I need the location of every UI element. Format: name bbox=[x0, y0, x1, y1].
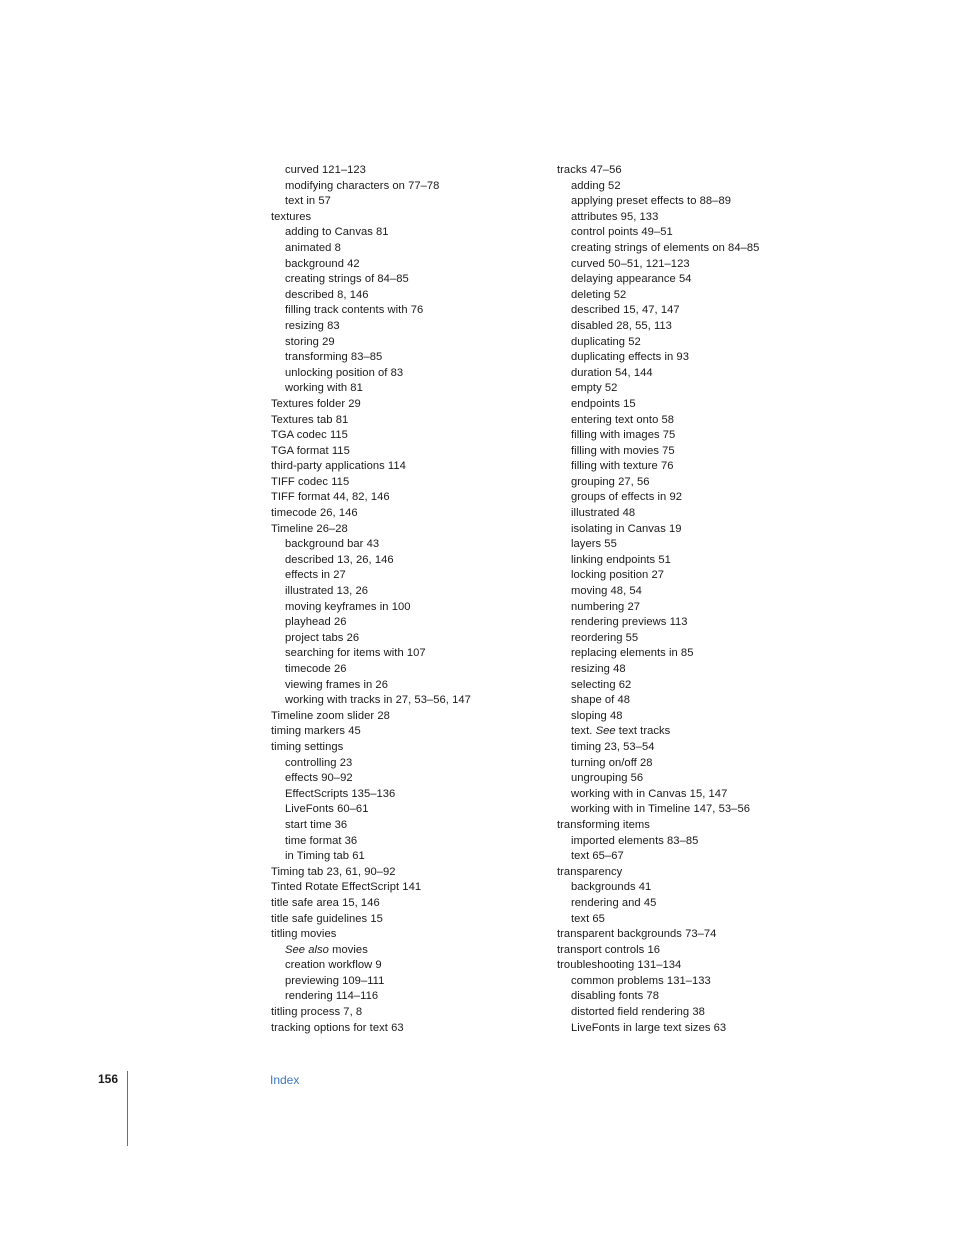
index-entry bbox=[271, 506, 541, 522]
index-entry bbox=[271, 413, 541, 429]
index-subentry bbox=[557, 225, 827, 241]
index-subentry bbox=[557, 490, 827, 506]
index-entry-text: curved 121–123 bbox=[285, 164, 366, 176]
index-entry-text: turning on/off 28 bbox=[571, 756, 653, 769]
index-entry-text: background bar 43 bbox=[285, 538, 380, 551]
index-entry-text: selecting 62 bbox=[571, 678, 632, 691]
index-subentry bbox=[557, 646, 827, 662]
index-subentry bbox=[271, 974, 541, 990]
index-entry-text: duration 54, 144 bbox=[571, 366, 653, 379]
index-entry-text: rendering 114–116 bbox=[285, 990, 379, 1003]
index-entry-text: titling process 7, 8 bbox=[271, 1006, 363, 1019]
index-entry-text: tracks 47–56 bbox=[557, 164, 622, 176]
index-entry-text: grouping 27, 56 bbox=[571, 475, 650, 488]
index-entry bbox=[557, 943, 827, 959]
index-entry bbox=[271, 1021, 541, 1037]
index-subentry bbox=[271, 834, 541, 850]
index-entry-text: curved 50–51, 121–123 bbox=[571, 257, 690, 270]
index-entry-text: text 65 bbox=[571, 912, 605, 925]
index-entry-text: groups of effects in 92 bbox=[571, 491, 683, 504]
index-entry bbox=[271, 459, 541, 475]
index-subentry bbox=[271, 958, 541, 974]
index-entry-text: working with in Timeline 147, 53–56 bbox=[571, 803, 750, 816]
index-subentry bbox=[557, 756, 827, 772]
index-subentry bbox=[557, 475, 827, 491]
footer-divider bbox=[127, 1071, 128, 1146]
index-subentry bbox=[557, 459, 827, 475]
index-subentry bbox=[557, 413, 827, 429]
index-subentry bbox=[557, 631, 827, 647]
index-entry-text: illustrated 13, 26 bbox=[285, 585, 368, 598]
index-subentry bbox=[271, 646, 541, 662]
index-subentry bbox=[557, 662, 827, 678]
index-subentry bbox=[271, 989, 541, 1005]
index-entry-text: empty 52 bbox=[571, 382, 618, 395]
index-entry-text: time format 36 bbox=[285, 834, 358, 847]
index-subentry bbox=[557, 288, 827, 304]
index-column-right bbox=[557, 163, 827, 1036]
index-subentry bbox=[557, 1021, 827, 1037]
index-entry-text: imported elements 83–85 bbox=[571, 834, 699, 847]
index-subentry bbox=[557, 1005, 827, 1021]
index-entry-text: entering text onto 58 bbox=[571, 413, 675, 426]
footer-section-label: Index bbox=[270, 1073, 300, 1087]
index-subentry bbox=[271, 288, 541, 304]
index-entry-text: filling with movies 75 bbox=[571, 444, 675, 457]
index-subentry bbox=[271, 225, 541, 241]
index-entry-text: resizing 83 bbox=[285, 319, 340, 332]
index-entry-text: isolating in Canvas 19 bbox=[571, 522, 682, 535]
index-entry-text: project tabs 26 bbox=[285, 631, 360, 644]
index-subentry bbox=[557, 724, 827, 740]
index-subentry bbox=[557, 241, 827, 257]
index-subentry bbox=[271, 787, 541, 803]
index-subentry bbox=[271, 179, 541, 195]
index-entry-text: described 13, 26, 146 bbox=[285, 553, 394, 566]
index-entry-text: creating strings of elements on 84–85 bbox=[571, 241, 760, 254]
index-entry-text: troubleshooting 131–134 bbox=[557, 959, 682, 972]
index-entry bbox=[271, 912, 541, 928]
index-entry-text: title safe guidelines 15 bbox=[271, 912, 383, 925]
index-entry-text: LiveFonts in large text sizes 63 bbox=[571, 1021, 727, 1034]
index-entry-text: TGA codec 115 bbox=[271, 429, 348, 442]
index-subentry bbox=[271, 678, 541, 694]
index-entry-text: described 15, 47, 147 bbox=[571, 304, 680, 317]
index-entry bbox=[557, 818, 827, 834]
index-entry-text: control points 49–51 bbox=[571, 226, 673, 239]
index-entry bbox=[271, 740, 541, 756]
index-entry bbox=[271, 880, 541, 896]
index-subentry bbox=[557, 568, 827, 584]
index-subentry bbox=[557, 179, 827, 195]
index-entry-text: working with 81 bbox=[285, 382, 363, 395]
index-subentry bbox=[557, 537, 827, 553]
index-entry-text: Tinted Rotate EffectScript 141 bbox=[271, 881, 422, 894]
index-entry-text: effects 90–92 bbox=[285, 772, 353, 785]
index-entry-text: duplicating 52 bbox=[571, 335, 641, 348]
index-entry bbox=[271, 709, 541, 725]
index-entry-text: TGA format 115 bbox=[271, 444, 350, 457]
index-entry-text: layers 55 bbox=[571, 538, 617, 551]
index-entry-text: third-party applications 114 bbox=[271, 460, 406, 473]
index-subentry bbox=[271, 584, 541, 600]
index-entry-text: sloping 48 bbox=[571, 709, 623, 722]
index-entry-text: working with in Canvas 15, 147 bbox=[571, 787, 728, 800]
index-entry-text: background 42 bbox=[285, 257, 360, 270]
index-subentry bbox=[557, 303, 827, 319]
index-entry-text: animated 8 bbox=[285, 241, 341, 254]
index-entry-text: Textures folder 29 bbox=[271, 397, 361, 410]
index-cross-reference: See also bbox=[285, 943, 329, 956]
index-entry-text: linking endpoints 51 bbox=[571, 553, 671, 566]
index-subentry bbox=[271, 335, 541, 351]
index-entry-text: TIFF codec 115 bbox=[271, 475, 350, 488]
index-subentry bbox=[557, 771, 827, 787]
index-subentry bbox=[557, 678, 827, 694]
index-entry bbox=[557, 958, 827, 974]
index-entry bbox=[271, 1005, 541, 1021]
index-subentry bbox=[557, 787, 827, 803]
index-entry-text: textures bbox=[271, 210, 312, 223]
index-entry bbox=[271, 444, 541, 460]
index-entry-text: start time 36 bbox=[285, 818, 348, 831]
index-subentry bbox=[271, 849, 541, 865]
index-entry-text: in Timing tab 61 bbox=[285, 850, 365, 863]
index-entry-text: adding to Canvas 81 bbox=[285, 226, 389, 239]
index-subentry bbox=[557, 272, 827, 288]
index-subentry bbox=[557, 584, 827, 600]
index-entry-text: tracking options for text 63 bbox=[271, 1021, 404, 1034]
index-entry-text: endpoints 15 bbox=[571, 397, 636, 410]
index-subentry bbox=[557, 350, 827, 366]
index-entry-text: filling with texture 76 bbox=[571, 460, 674, 473]
index-subentry bbox=[271, 350, 541, 366]
index-entry bbox=[271, 397, 541, 413]
index-subentry bbox=[557, 335, 827, 351]
index-subentry bbox=[271, 771, 541, 787]
index-entry-text: common problems 131–133 bbox=[571, 974, 711, 987]
index-entry-text: movies bbox=[328, 943, 368, 956]
index-entry-text: moving keyframes in 100 bbox=[285, 600, 411, 613]
index-subentry bbox=[557, 553, 827, 569]
index-entry-text: transparency bbox=[557, 865, 623, 878]
index-entry-text: transforming 83–85 bbox=[285, 351, 383, 364]
index-subentry bbox=[557, 974, 827, 990]
index-subentry bbox=[557, 381, 827, 397]
index-column-left bbox=[271, 163, 541, 1036]
index-subentry bbox=[271, 943, 541, 959]
index-entry bbox=[557, 865, 827, 881]
index-entry-text: searching for items with 107 bbox=[285, 647, 426, 660]
index-entry-text: controlling 23 bbox=[285, 756, 353, 769]
index-entry-text: duplicating effects in 93 bbox=[571, 351, 689, 364]
index-entry-text: ungrouping 56 bbox=[571, 772, 644, 785]
index-entry-text: resizing 48 bbox=[571, 663, 626, 675]
index-subentry bbox=[557, 896, 827, 912]
page-number: 156 bbox=[98, 1072, 119, 1086]
index-subentry bbox=[557, 194, 827, 210]
index-subentry bbox=[557, 740, 827, 756]
index-entry-prefix: text. bbox=[571, 725, 596, 738]
index-subentry bbox=[557, 802, 827, 818]
index-entry-text: disabled 28, 55, 113 bbox=[571, 319, 672, 332]
index-entry-text: timecode 26, 146 bbox=[271, 507, 358, 520]
index-subentry bbox=[557, 709, 827, 725]
index-entry-text: deleting 52 bbox=[571, 288, 627, 301]
index-entry-text: timing settings bbox=[271, 740, 344, 753]
index-subentry bbox=[557, 428, 827, 444]
index-entry-text: Timeline 26–28 bbox=[271, 522, 348, 535]
index-subentry bbox=[557, 506, 827, 522]
index-entry-text: rendering and 45 bbox=[571, 896, 657, 909]
index-subentry bbox=[271, 693, 541, 709]
index-subentry bbox=[271, 272, 541, 288]
index-entry-text: creation workflow 9 bbox=[285, 959, 382, 972]
index-subentry bbox=[271, 553, 541, 569]
index-entry bbox=[271, 490, 541, 506]
index-subentry bbox=[271, 600, 541, 616]
index-subentry bbox=[271, 568, 541, 584]
index-subentry bbox=[271, 381, 541, 397]
index-entry-text: creating strings of 84–85 bbox=[285, 273, 409, 286]
index-entry-text: numbering 27 bbox=[571, 600, 641, 613]
index-entry-text: distorted field rendering 38 bbox=[571, 1006, 705, 1019]
index-entry bbox=[271, 522, 541, 538]
index-subentry bbox=[271, 537, 541, 553]
index-subentry bbox=[557, 693, 827, 709]
index-subentry bbox=[271, 662, 541, 678]
index-entry-text: TIFF format 44, 82, 146 bbox=[271, 491, 390, 504]
index-entry-text: disabling fonts 78 bbox=[571, 990, 659, 1003]
index-entry-text: rendering previews 113 bbox=[571, 616, 688, 629]
index-entry-text: storing 29 bbox=[285, 335, 335, 348]
index-entry-text: title safe area 15, 146 bbox=[271, 896, 380, 909]
index-subentry bbox=[271, 257, 541, 273]
index-entry-text: backgrounds 41 bbox=[571, 881, 652, 894]
index-entry-text: previewing 109–111 bbox=[285, 974, 385, 987]
index-entry-text: reordering 55 bbox=[571, 631, 639, 644]
index-entry-text: delaying appearance 54 bbox=[571, 273, 692, 286]
index-entry-text: timing 23, 53–54 bbox=[571, 740, 655, 753]
index-entry-text: Textures tab 81 bbox=[271, 413, 349, 426]
index-subentry bbox=[557, 834, 827, 850]
index-subentry bbox=[557, 444, 827, 460]
index-subentry bbox=[557, 522, 827, 538]
index-entry-text: filling with images 75 bbox=[571, 429, 676, 442]
index-subentry bbox=[271, 802, 541, 818]
index-cross-reference: See bbox=[595, 725, 616, 738]
index-subentry bbox=[557, 210, 827, 226]
index-entry-text: modifying characters on 77–78 bbox=[285, 179, 440, 192]
index-entry-text: EffectScripts 135–136 bbox=[285, 787, 396, 800]
index-entry-text: playhead 26 bbox=[285, 616, 347, 629]
index-subentry bbox=[271, 756, 541, 772]
index-entry-text: text 65–67 bbox=[571, 850, 624, 863]
index-entry bbox=[271, 724, 541, 740]
index-subentry bbox=[557, 366, 827, 382]
index-entry bbox=[271, 927, 541, 943]
index-entry-text: Timeline zoom slider 28 bbox=[271, 709, 390, 722]
index-entry-text: replacing elements in 85 bbox=[571, 647, 694, 660]
index-entry-text: Timing tab 23, 61, 90–92 bbox=[271, 865, 396, 878]
index-subentry bbox=[271, 303, 541, 319]
index-subentry bbox=[271, 194, 541, 210]
index-entry-text: transparent backgrounds 73–74 bbox=[557, 928, 717, 941]
index-subentry bbox=[271, 631, 541, 647]
index-entry bbox=[271, 475, 541, 491]
index-entry-text: transforming items bbox=[557, 818, 650, 831]
index-subentry bbox=[557, 397, 827, 413]
index-entry-text: filling track contents with 76 bbox=[285, 304, 424, 317]
index-subentry bbox=[271, 366, 541, 382]
index-entry bbox=[271, 896, 541, 912]
index-entry-text: text tracks bbox=[615, 725, 671, 738]
index-entry-text: viewing frames in 26 bbox=[285, 678, 388, 691]
index-entry-text: titling movies bbox=[271, 928, 337, 941]
index-entry-text: attributes 95, 133 bbox=[571, 210, 659, 223]
index-subentry bbox=[557, 912, 827, 928]
index-entry bbox=[271, 428, 541, 444]
index-entry-text: transport controls 16 bbox=[557, 943, 661, 956]
index-entry-text: illustrated 48 bbox=[571, 507, 636, 520]
index-entry bbox=[557, 163, 827, 179]
index-subentry bbox=[557, 600, 827, 616]
index-entry-text: shape of 48 bbox=[571, 694, 631, 707]
index-entry bbox=[271, 210, 541, 226]
index-entry-text: LiveFonts 60–61 bbox=[285, 803, 369, 816]
index-subentry bbox=[557, 880, 827, 896]
index-entry-text: locking position 27 bbox=[571, 569, 664, 582]
index-entry-text: working with tracks in 27, 53–56, 147 bbox=[285, 694, 471, 707]
index-subentry bbox=[557, 989, 827, 1005]
index-subentry bbox=[271, 163, 541, 179]
index-entry-text: text in 57 bbox=[285, 195, 331, 208]
index-subentry bbox=[557, 615, 827, 631]
index-entry-text: described 8, 146 bbox=[285, 288, 369, 301]
index-entry-text: adding 52 bbox=[571, 179, 621, 192]
index-subentry bbox=[271, 241, 541, 257]
index-entry-text: effects in 27 bbox=[285, 569, 346, 582]
index-entry-text: unlocking position of 83 bbox=[285, 366, 404, 379]
index-subentry bbox=[271, 818, 541, 834]
index-subentry bbox=[557, 257, 827, 273]
index-subentry bbox=[557, 319, 827, 335]
index-entry bbox=[271, 865, 541, 881]
index-entry-text: timecode 26 bbox=[285, 663, 347, 675]
index-subentry bbox=[271, 615, 541, 631]
index-entry bbox=[557, 927, 827, 943]
index-subentry bbox=[557, 849, 827, 865]
index-subentry bbox=[271, 319, 541, 335]
index-entry-text: timing markers 45 bbox=[271, 725, 361, 738]
index-entry-text: moving 48, 54 bbox=[571, 585, 642, 598]
index-entry-text: applying preset effects to 88–89 bbox=[571, 195, 731, 208]
